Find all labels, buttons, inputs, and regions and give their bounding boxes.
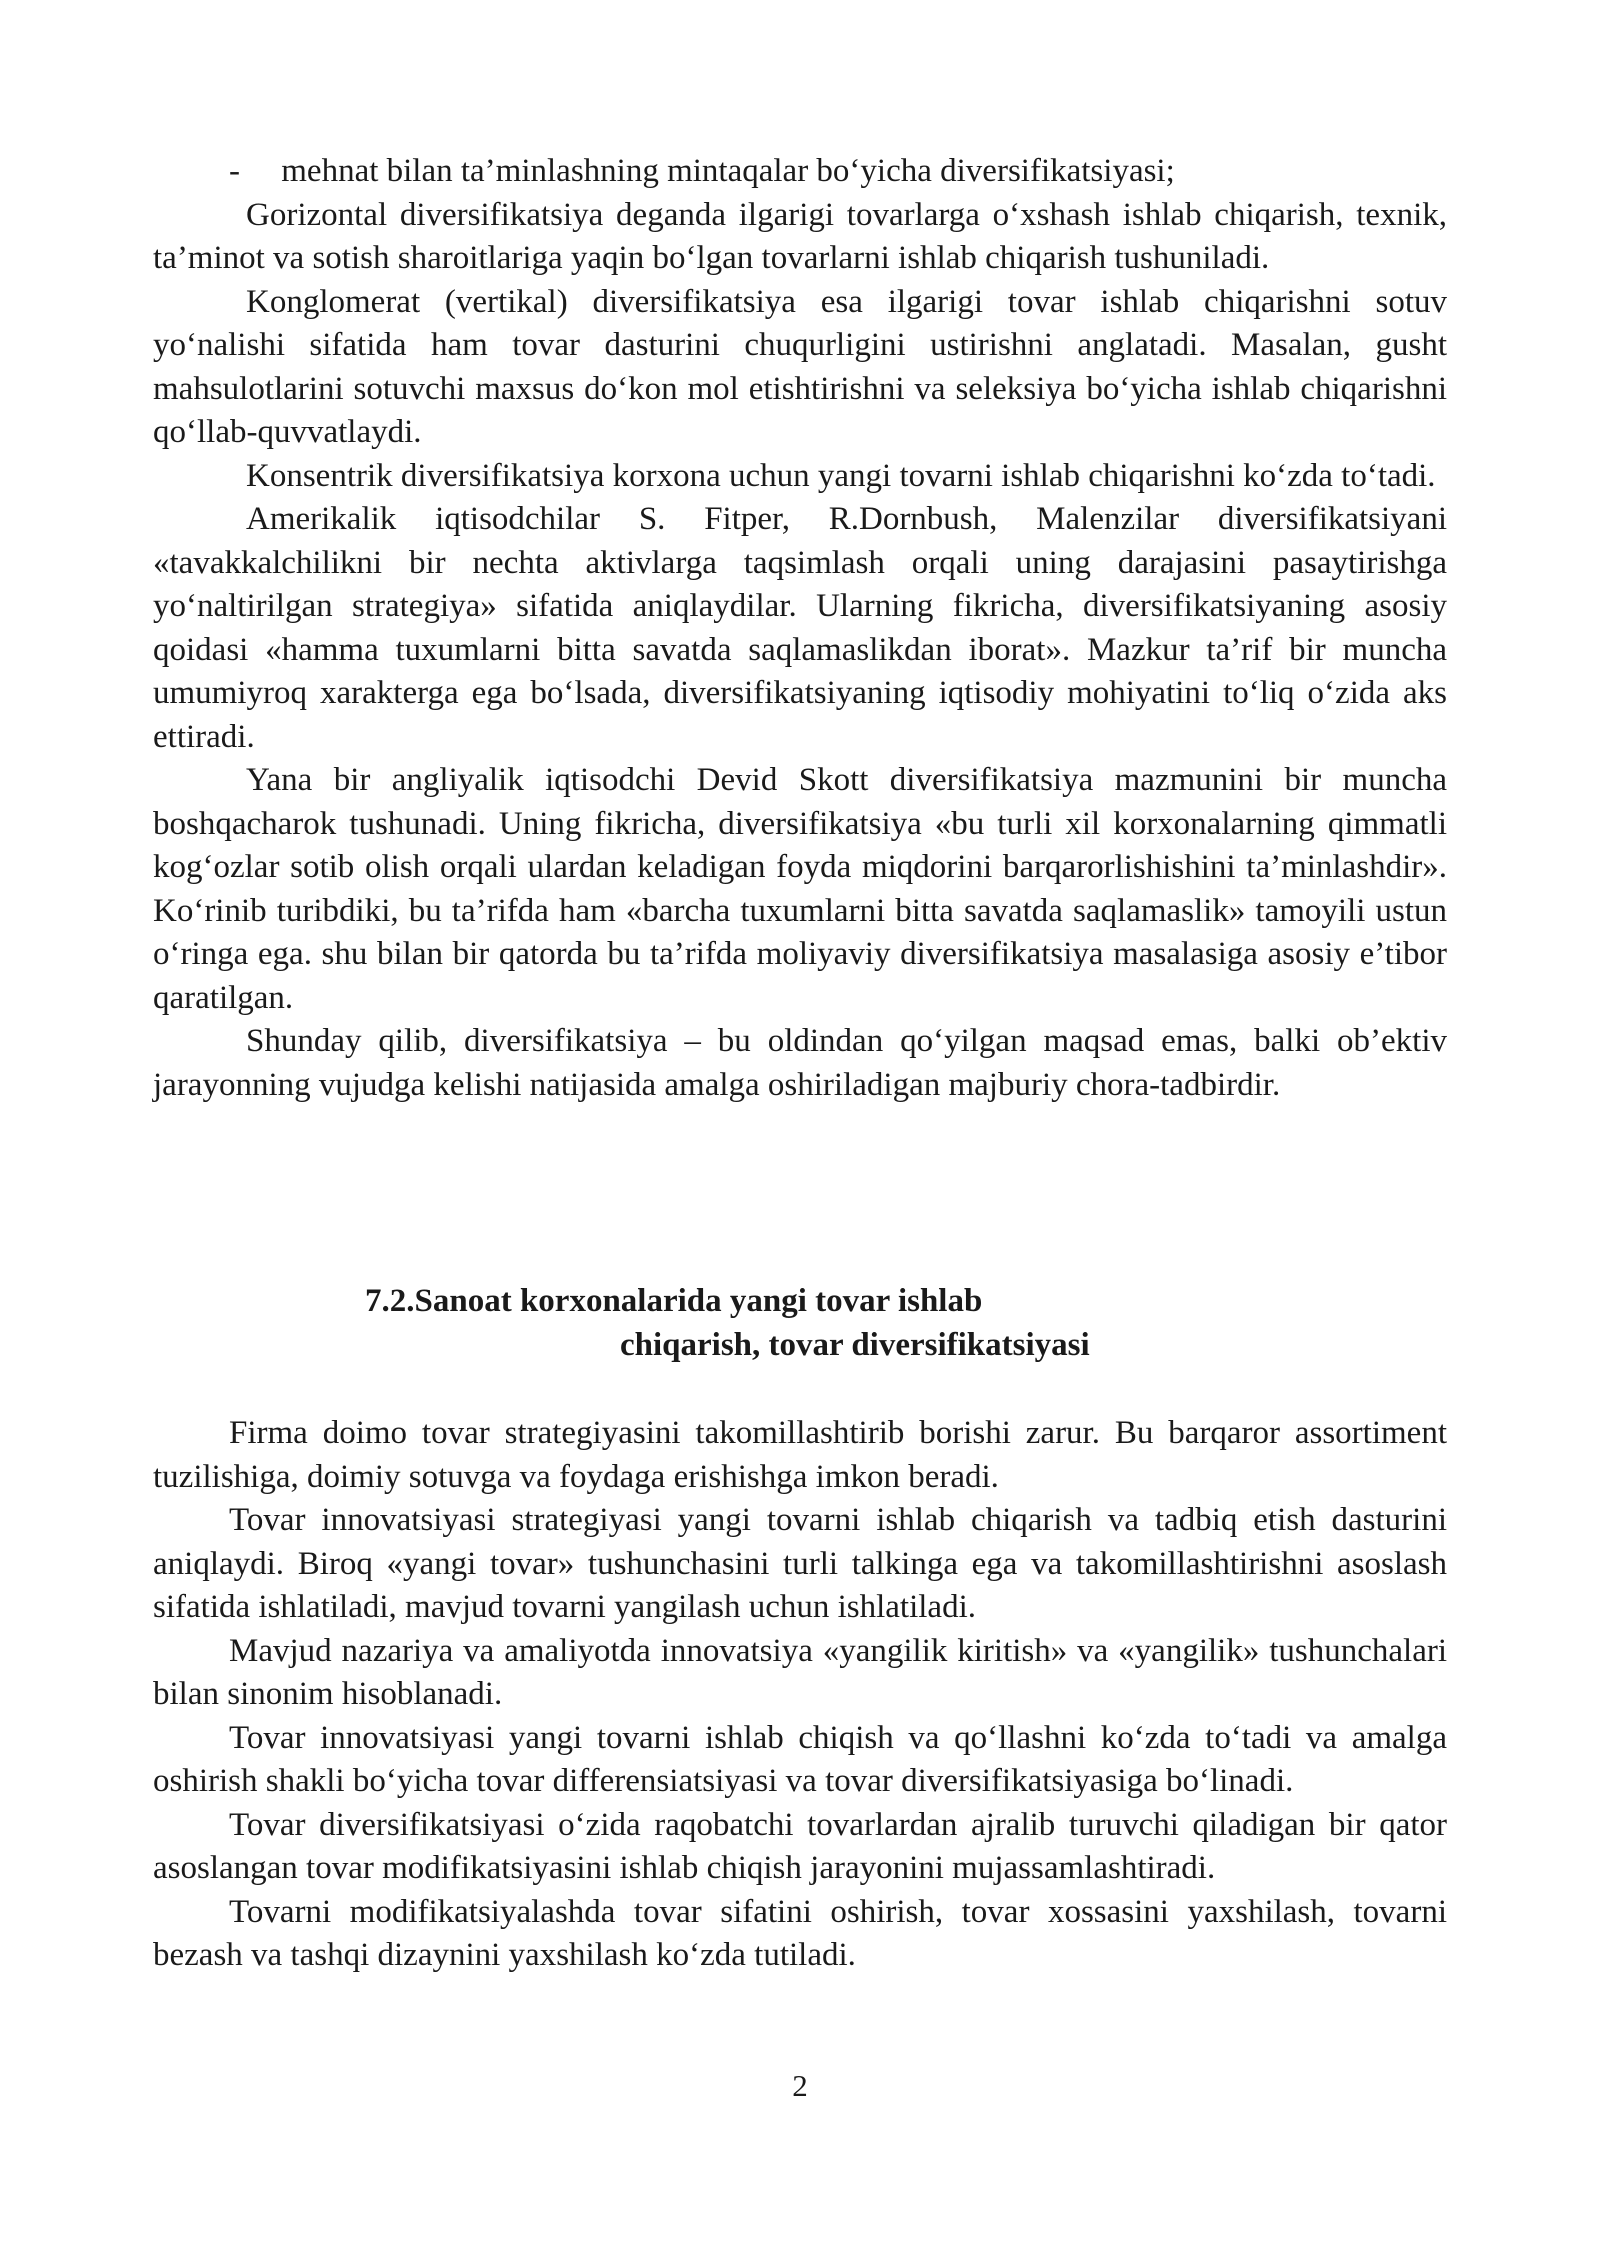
body-text-top xyxy=(153,150,1447,1107)
section-heading-line1: 7.2.Sanoat korxonalarida yangi tovar ishlab xyxy=(365,1283,983,1319)
page-number: 2 xyxy=(792,2068,808,2103)
section-heading xyxy=(0,1280,1600,1367)
paragraph: Mavjud nazariya va amaliyotda innovatsiya «yangilik kiritish» va «yangilik» tushunchalari bilan sinonim hisoblanadi. xyxy=(153,1632,1447,1712)
paragraph: Yana bir angliyalik iqtisodchi Devid Skott diversifikatsiya mazmunini bir muncha boshqacharok tushunadi. Uning fikricha, diversifikatsiya «bu turli xil korxonalarning qimmatli kog‘ozlar sotib olish orqali ulardan keladigan foyda miqdorini barqarorlishishini ta’minlashdir». Ko‘rinib turibdiki, bu ta’rifda ham «barcha tuxumlarni bitta savatda saqlamaslik» tamoyili ustun o‘ringa ega. shu bilan bir qatorda bu ta’rifda moliyaviy diversifikatsiya masalasiga asosiy e’tibor qaratilgan. xyxy=(153,762,1447,1016)
paragraph: Shunday qilib, diversifikatsiya – bu oldindan qo‘yilgan maqsad emas, balki ob’ektiv jarayonning vujudga kelishi natijasida amalga oshiriladigan majburiy chora-tadbirdir. xyxy=(153,1023,1447,1103)
paragraph: Tovarni modifikatsiyalashda tovar sifatini oshirish, tovar xossasini yaxshilash, tovarni bezash va tashqi dizaynini yaxshilash ko‘zda tutiladi. xyxy=(153,1893,1447,1973)
section-heading-line2: chiqarish, tovar diversifikatsiyasi xyxy=(620,1326,1090,1363)
body-text-bottom xyxy=(153,1412,1447,1978)
bullet-item xyxy=(153,150,1447,194)
paragraph: Tovar innovatsiyasi strategiyasi yangi tovarni ishlab chiqarish va tadbiq etish dasturini aniqlaydi. Biroq «yangi tovar» tushunchasini turli talkinga ega va takomillashtirishni asoslash sifatida ishlatiladi, mavjud tovarni yangilash uchun ishlatiladi. xyxy=(153,1502,1447,1625)
paragraph: Konglomerat (vertikal) diversifikatsiya esa ilgarigi tovar ishlab chiqarishni sotuv yo‘nalishi sifatida ham tovar dasturini chuqurligini ustirishni anglatadi. Masalan, gusht mahsulotlarini sotuvchi maxsus do‘kon mol etishtirishni va seleksiya bo‘yicha ishlab chiqarishni qo‘llab-quvvatlaydi. xyxy=(153,283,1447,450)
paragraph: Amerikalik iqtisodchilar S. Fitper, R.Dornbush, Malenzilar diversifikatsiyani «tavakkalchilikni bir nechta aktivlarga taqsimlash orqali uning darajasini pasaytirishga yo‘naltirilgan strategiya» sifatida aniqlaydilar. Ularning fikricha, diversifikatsiyaning asosiy qoidasi «hamma tuxumlarni bitta savatda saqlamaslikdan iborat». Mazkur ta’rif bir muncha umumiyroq xarakterga ega bo‘lsada, diversifikatsiyaning iqtisodiy mohiyatini to‘liq o‘zida aks ettiradi. xyxy=(153,501,1447,755)
paragraph: Tovar innovatsiyasi yangi tovarni ishlab chiqish va qo‘llashni ko‘zda to‘tadi va amalga oshirish shakli bo‘yicha tovar differensiatsiyasi va tovar diversifikatsiyasiga bo‘linadi. xyxy=(153,1719,1447,1799)
bullet-marker: - xyxy=(229,153,240,189)
paragraph: Firma doimo tovar strategiyasini takomillashtirib borishi zarur. Bu barqaror assortiment tuzilishiga, doimiy sotuvga va foydaga erishishga imkon beradi. xyxy=(153,1415,1447,1495)
paragraph: Konsentrik diversifikatsiya korxona uchun yangi tovarni ishlab chiqarishni ko‘zda to‘tadi. xyxy=(246,457,1436,494)
bullet-text: mehnat bilan ta’minlashning mintaqalar bo‘yicha diversifikatsiyasi; xyxy=(281,153,1175,189)
paragraph: Gorizontal diversifikatsiya deganda ilgarigi tovarlarga o‘xshash ishlab chiqarish, texnik, ta’minot va sotish sharoitlariga yaqin bo‘lgan tovarlarni ishlab chiqarish tushuniladi. xyxy=(153,196,1447,276)
paragraph: Tovar diversifikatsiyasi o‘zida raqobatchi tovarlardan ajralib turuvchi qiladigan bir qator asoslangan tovar modifikatsiyasini ishlab chiqish jarayonini mujassamlashtiradi. xyxy=(153,1806,1447,1886)
